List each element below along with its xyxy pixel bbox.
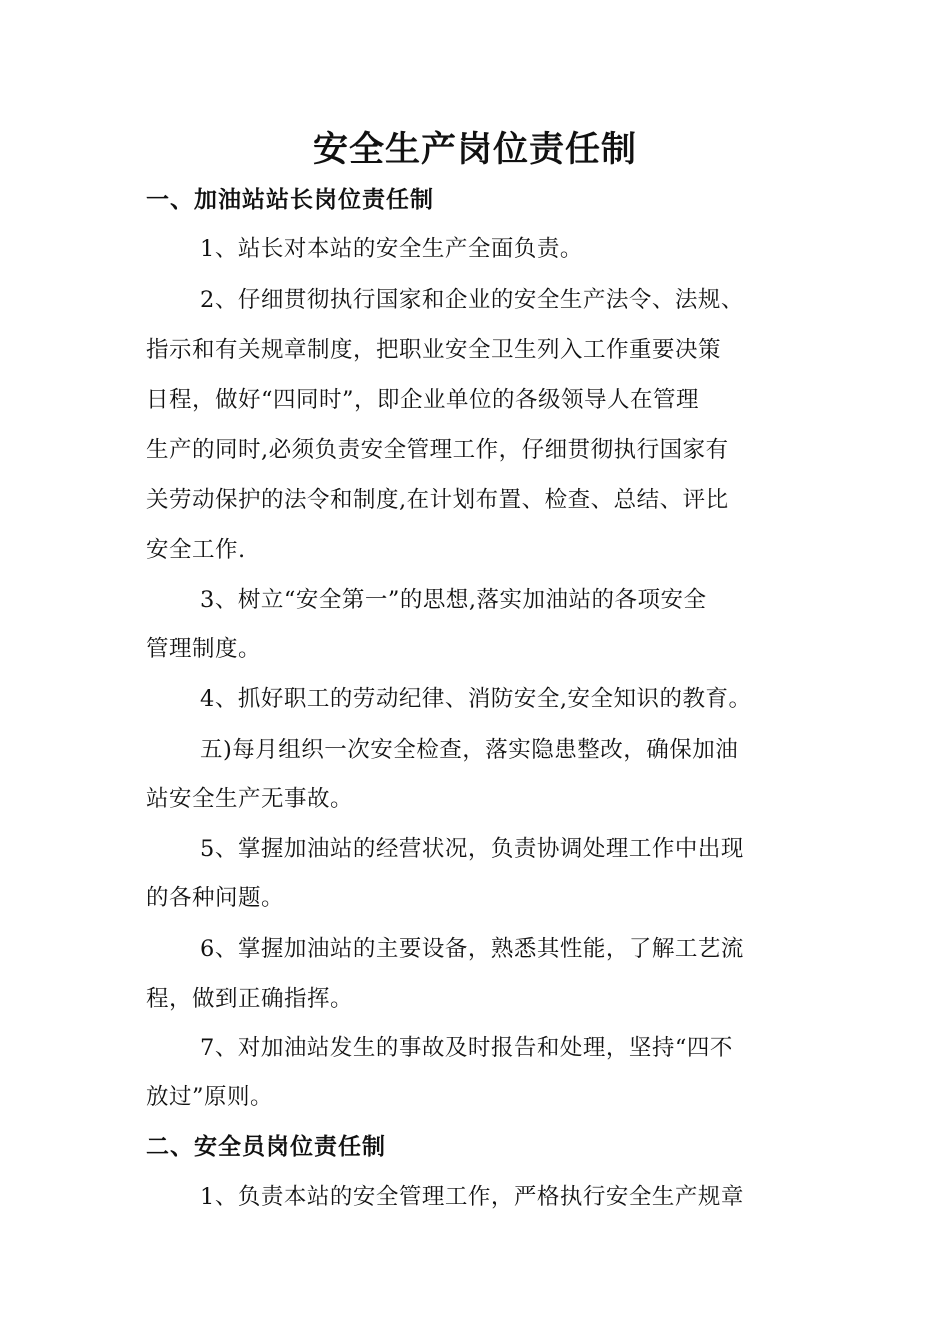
- paragraph-line: 7、对加油站发生的事故及时报告和处理，坚持“四不: [200, 1035, 733, 1061]
- paragraph-line: 生产的同时,必须负责安全管理工作，仔细贯彻执行国家有: [146, 437, 729, 463]
- document-title: 安全生产岗位责任制: [312, 129, 637, 170]
- paragraph-line: 2、仔细贯彻执行国家和企业的安全生产法令、法规、: [200, 287, 744, 313]
- paragraph-line: 五)每月组织一次安全检查，落实隐患整改，确保加油: [200, 737, 739, 763]
- paragraph-line: 关劳动保护的法令和制度,在计划布置、检查、总结、评比: [146, 487, 729, 513]
- section-heading-safety-officer: 二、安全员岗位责任制: [146, 1133, 386, 1160]
- paragraph-line: 日程，做好“四同时”，即企业单位的各级领导人在管理: [146, 387, 700, 413]
- paragraph-line: 放过”原则。: [146, 1084, 274, 1110]
- paragraph-line: 5、掌握加油站的经营状况，负责协调处理工作中出现: [200, 836, 744, 862]
- paragraph-line: 1、站长对本站的安全生产全面负责。: [200, 236, 583, 262]
- paragraph-line: 管理制度。: [146, 636, 262, 662]
- paragraph-line: 4、抓好职工的劳动纪律、消防安全,安全知识的教育。: [200, 686, 752, 712]
- paragraph-line: 的各种问题。: [146, 885, 285, 911]
- section-heading-station-manager: 一、加油站站长岗位责任制: [146, 186, 434, 213]
- paragraph-line: 6、掌握加油站的主要设备，熟悉其性能，了解工艺流: [200, 936, 744, 962]
- paragraph-line: 指示和有关规章制度，把职业安全卫生列入工作重要决策: [146, 337, 722, 363]
- paragraph-line: 1、负责本站的安全管理工作，严格执行安全生产规章: [200, 1184, 744, 1210]
- paragraph-line: 安全工作.: [146, 537, 246, 563]
- paragraph-line: 程，做到正确指挥。: [146, 986, 354, 1012]
- paragraph-line: 站安全生产无事故。: [146, 786, 354, 812]
- paragraph-line: 3、树立“安全第一”的思想,落实加油站的各项安全: [200, 587, 707, 613]
